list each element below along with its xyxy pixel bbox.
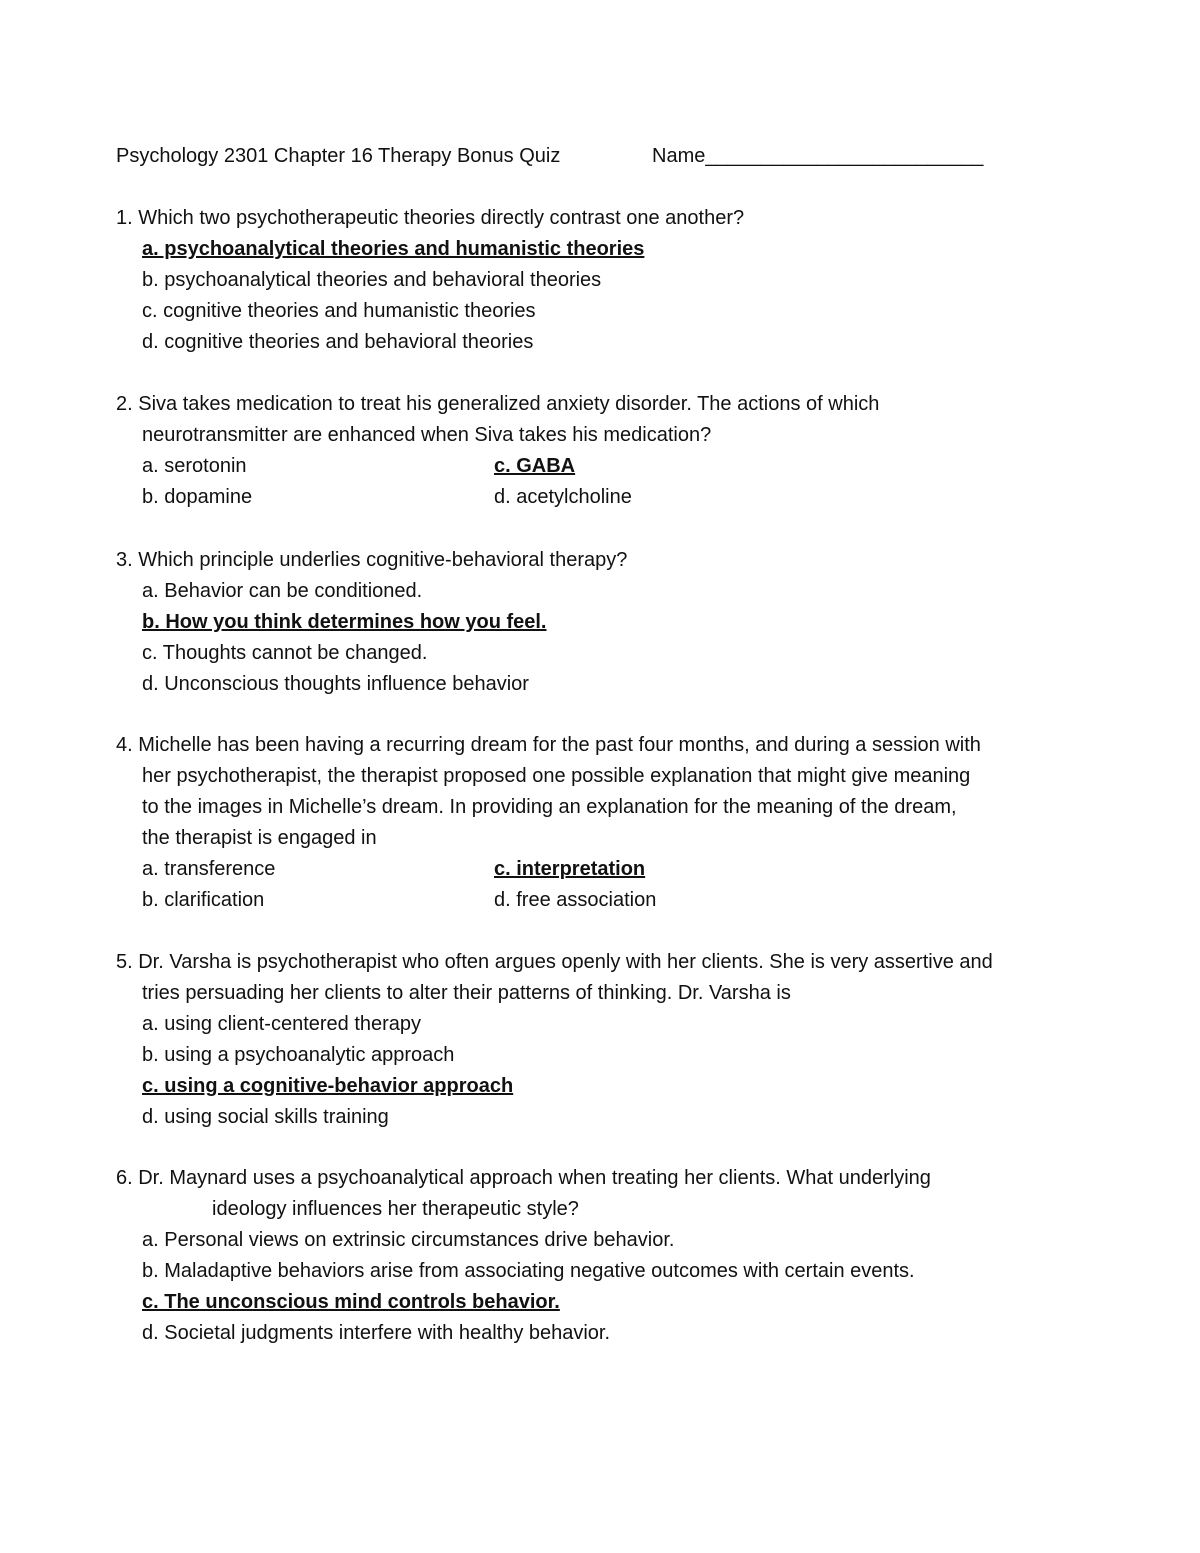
question-stem-continued: to the images in Michelle’s dream. In providing an explanation for the meaning of the dream,	[142, 796, 957, 818]
option-d: d. Unconscious thoughts influence behavior	[142, 673, 529, 695]
option-b: b. Maladaptive behaviors arise from associating negative outcomes with certain events.	[142, 1260, 915, 1282]
option-c-correct: c. using a cognitive-behavior approach	[142, 1075, 514, 1097]
question-stem: 1. Which two psychotherapeutic theories directly contrast one another?	[116, 207, 745, 229]
question-2	[116, 389, 1076, 513]
option-b: b. using a psychoanalytic approach	[142, 1044, 455, 1066]
question-stem: 2. Siva takes medication to treat his generalized anxiety disorder. The actions of which	[116, 393, 880, 415]
option-d: d. acetylcholine	[494, 486, 632, 508]
question-stem-continued: ideology influences her therapeutic style?	[212, 1198, 579, 1220]
option-c: c. cognitive theories and humanistic theories	[142, 300, 536, 322]
question-stem-continued: tries persuading her clients to alter their patterns of thinking. Dr. Varsha is	[142, 982, 791, 1004]
option-c-correct: c. GABA	[494, 455, 576, 477]
option-d: d. cognitive theories and behavioral theories	[142, 331, 534, 353]
option-d: d. Societal judgments interfere with healthy behavior.	[142, 1322, 611, 1344]
option-b-correct: b. How you think determines how you feel.	[142, 611, 547, 633]
question-1	[116, 203, 1076, 358]
question-6	[116, 1163, 1076, 1349]
question-stem-continued: the therapist is engaged in	[142, 827, 377, 849]
question-4	[116, 730, 1076, 916]
question-stem: 4. Michelle has been having a recurring dream for the past four months, and during a session with	[116, 734, 981, 756]
option-a: a. transference	[142, 858, 276, 880]
question-3	[116, 545, 1076, 700]
question-stem: 3. Which principle underlies cognitive-behavioral therapy?	[116, 549, 628, 571]
option-c-correct: c. The unconscious mind controls behavior.	[142, 1291, 560, 1313]
option-d: d. using social skills training	[142, 1106, 389, 1128]
quiz-title: Psychology 2301 Chapter 16 Therapy Bonus Quiz	[116, 145, 561, 167]
question-stem-continued: her psychotherapist, the therapist proposed one possible explanation that might give meaning	[142, 765, 971, 787]
option-c-correct: c. interpretation	[494, 858, 646, 880]
question-stem: 6. Dr. Maynard uses a psychoanalytical approach when treating her clients. What underlying	[116, 1167, 931, 1189]
option-a: a. using client-centered therapy	[142, 1013, 422, 1035]
options-grid	[116, 854, 1076, 916]
option-c: c. Thoughts cannot be changed.	[142, 642, 428, 664]
option-a: a. serotonin	[142, 455, 247, 477]
option-a: a. Personal views on extrinsic circumstances drive behavior.	[142, 1229, 675, 1251]
question-5	[116, 947, 1076, 1133]
option-b: b. psychoanalytical theories and behavioral theories	[142, 269, 602, 291]
name-field: Name_________________________	[652, 145, 984, 167]
question-stem-continued: neurotransmitter are enhanced when Siva takes his medication?	[142, 424, 712, 446]
option-d: d. free association	[494, 889, 657, 911]
question-stem: 5. Dr. Varsha is psychotherapist who often argues openly with her clients. She is very assertive and	[116, 951, 993, 973]
option-a-correct: a. psychoanalytical theories and humanistic theories	[142, 238, 645, 260]
quiz-header	[116, 141, 1116, 172]
option-b: b. dopamine	[142, 486, 253, 508]
option-a: a. Behavior can be conditioned.	[142, 580, 423, 602]
options-grid	[116, 451, 1076, 513]
option-b: b. clarification	[142, 889, 265, 911]
